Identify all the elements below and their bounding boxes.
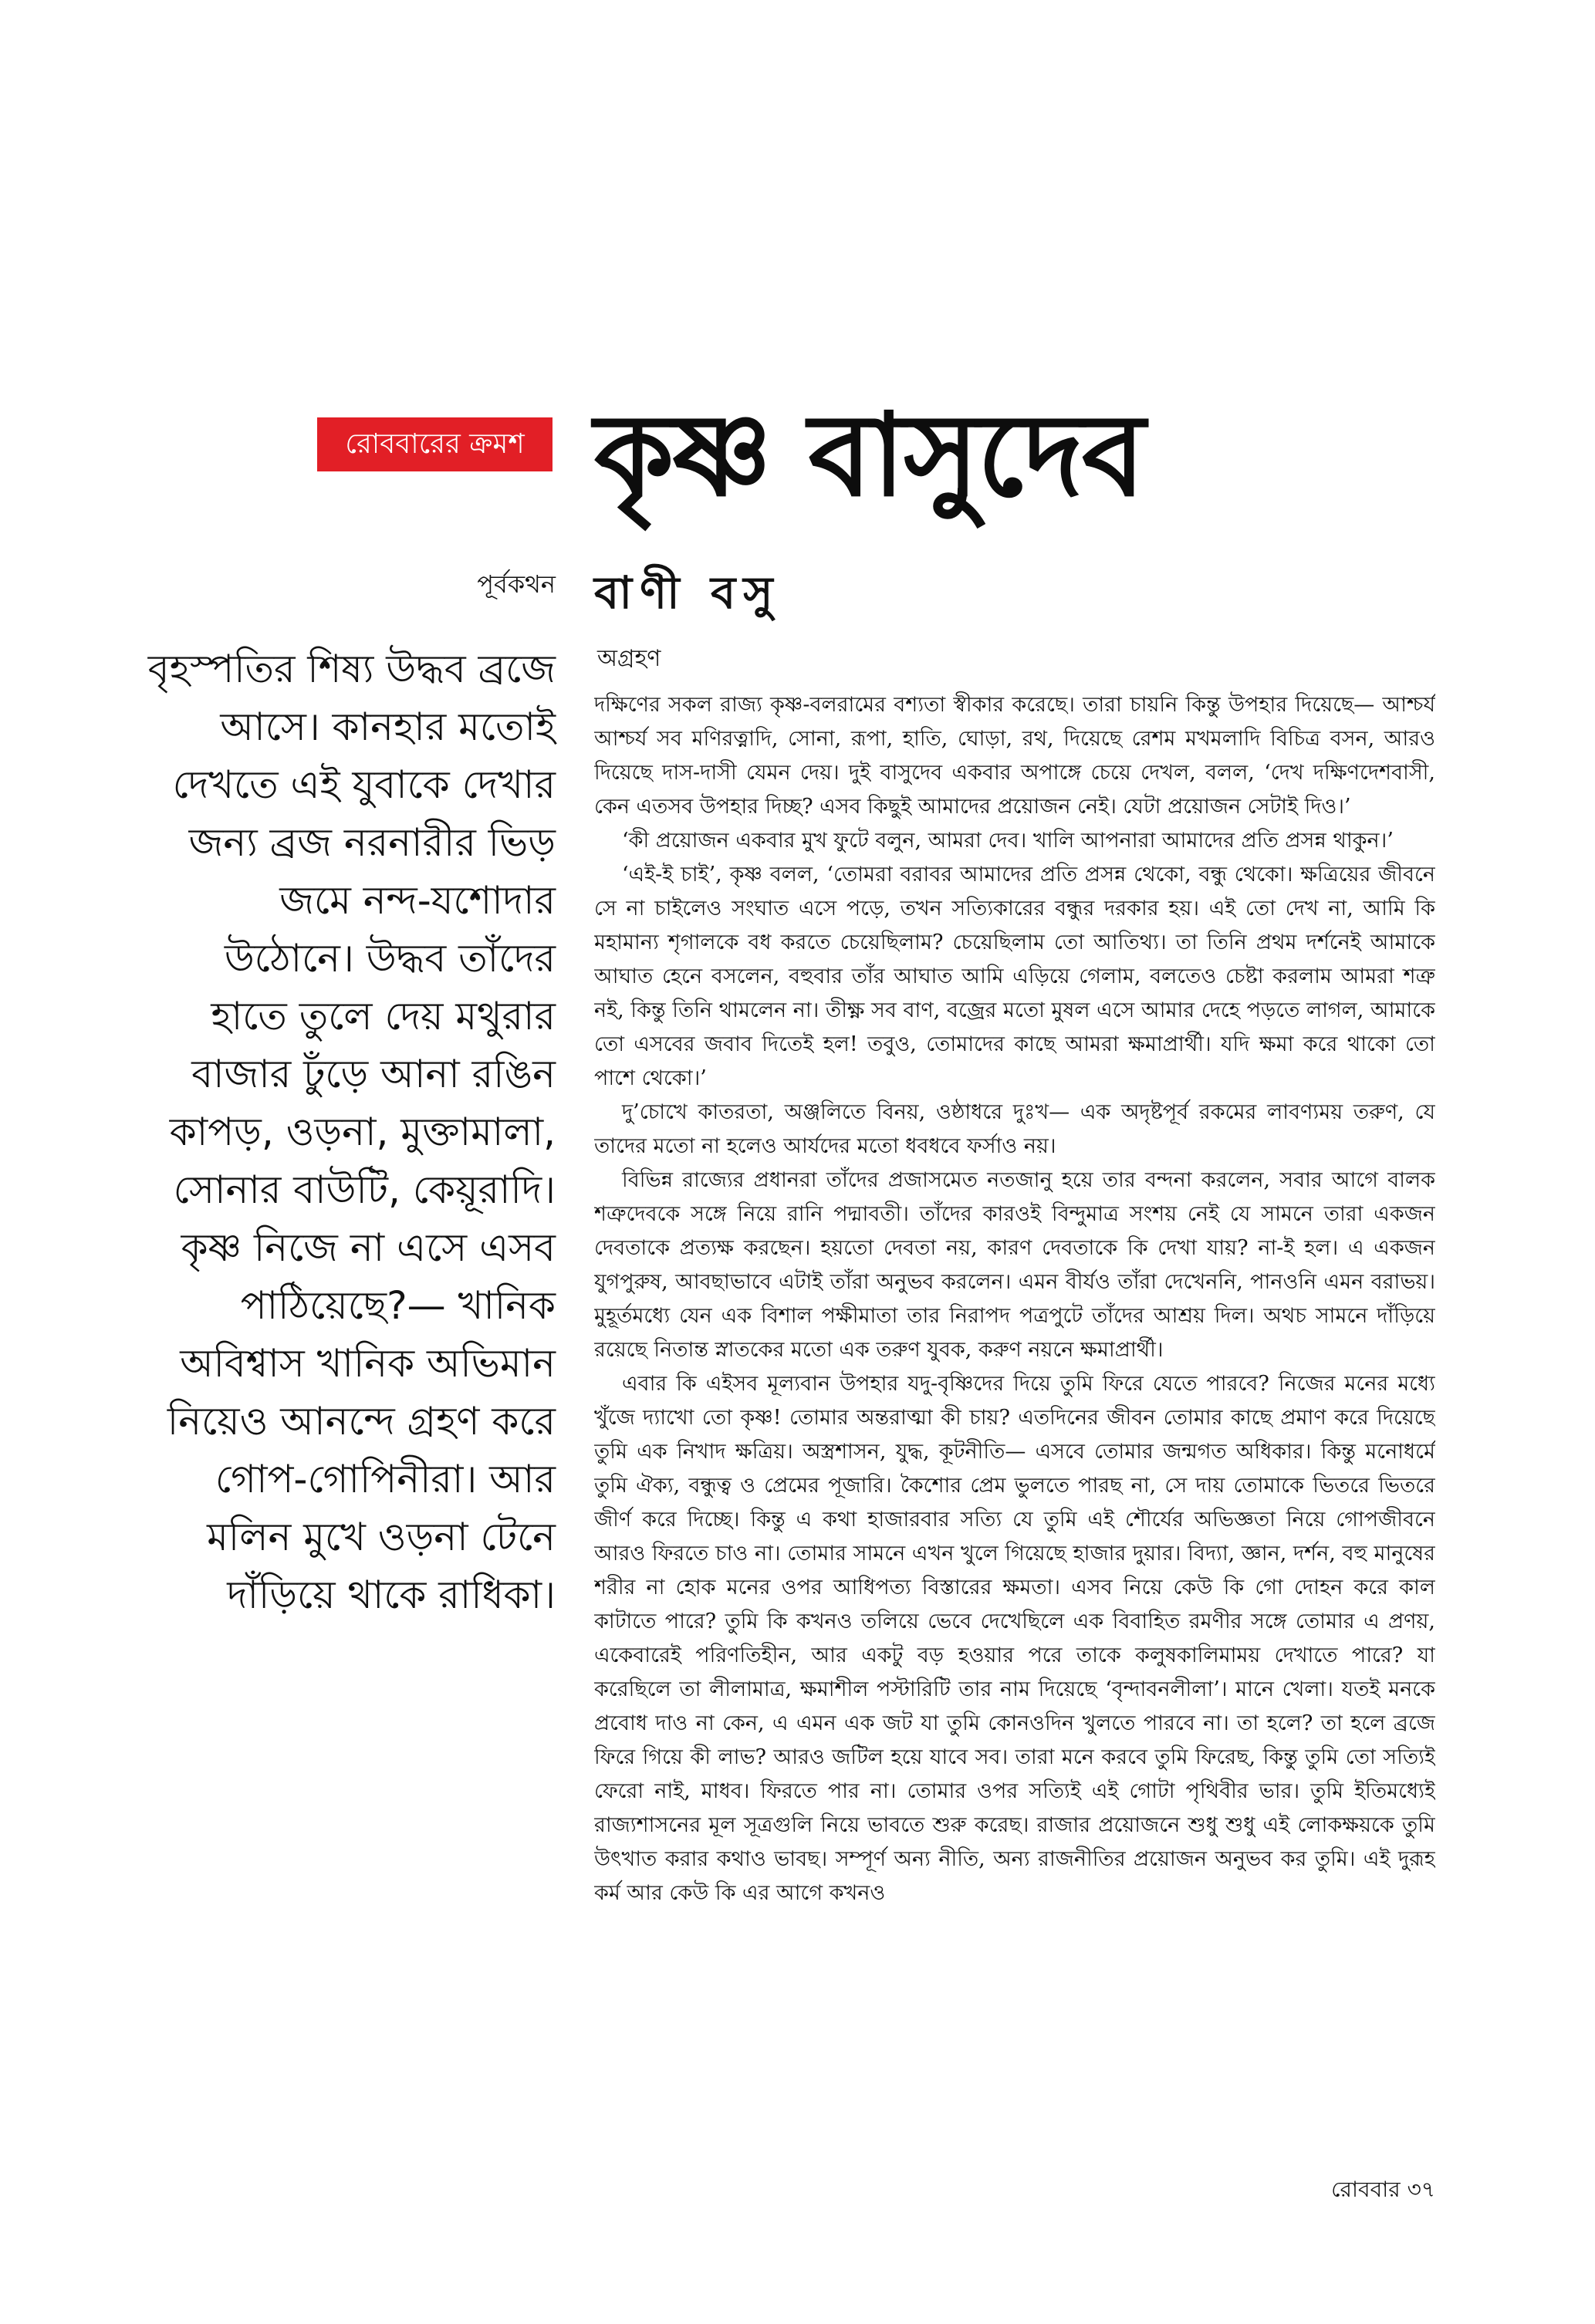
article-body (594, 688, 1435, 2177)
section-kicker: পূর্বকথন (477, 569, 556, 599)
paragraph: এবার কি এইসব মূল্যবান উপহার যদু-বৃষ্ণিদের দিয়ে তুমি ফিরে যেতে পারবে? নিজের মনের মধ্যে খুঁজে দ্যাখো তো কৃষ্ণ! তোমার অন্তরাত্মা কী চায়? এতদিনের জীবন তোমার কাছে প্রমাণ করে দিয়েছে তুমি এক নিখাদ ক্ষত্রিয়। অস্ত্রশাসন, যুদ্ধ, কূটনীতি— এসবে তোমার জন্মগত অধিকার। কিন্তু মনোধর্মে তুমি ঐক্য, বন্ধুত্ব ও প্রেমের পূজারি। কৈশোর প্রেম ভুলতে পারছ না, সে দায় তোমাকে ভিতরে ভিতরে জীর্ণ করে দিচ্ছে। কিন্তু এ কথা হাজারবার সত্যি যে তুমি এই শৌর্যের অভিজ্ঞতা নিয়ে গোপজীবনে আরও ফিরতে চাও না। তোমার সামনে এখন খুলে গিয়েছে হাজার দুয়ার। বিদ্যা, জ্ঞান, দর্শন, বহু মানুষের শরীর না হোক মনের ওপর আধিপত্য বিস্তারের ক্ষমতা। এসব নিয়ে কেউ কি গো দোহন করে কাল কাটাতে পারে? তুমি কি কখনও তলিয়ে ভেবে দেখেছিলে এক বিবাহিত রমণীর সঙ্গে তোমার এ প্রণয়, একেবারেই পরিণতিহীন, আর একটু বড় হওয়ার পরে তাকে কলুষকালিমাময় দেখাতে পারে? যা করেছিলে তা লীলামাত্র, ক্ষমাশীল পস্টারিটি তার নাম দিয়েছে ‘বৃন্দাবনলীলা’। মানে খেলা। যতই মনকে প্রবোধ দাও না কেন, এ এমন এক জট যা তুমি কোনওদিন খুলতে পারবে না। তা হলে? তা হলে ব্রজে ফিরে গিয়ে কী লাভ? আরও জটিল হয়ে যাবে সব। তারা মনে করবে তুমি ফিরেছ, কিন্তু তুমি তো সত্যিই ফেরো নাই, মাধব। ফিরতে পার না। তোমার ওপর সত্যিই এই গোটা পৃথিবীর ভার। তুমি ইতিমধ্যেই রাজ্যশাসনের মূল সূত্রগুলি নিয়ে ভাবতে শুরু করেছ। রাজার প্রয়োজনে শুধু শুধু এই লোকক্ষয়কে তুমি উৎখাত করার কথাও ভাবছ। সম্পূর্ণ অন্য নীতি, অন্য রাজনীতির প্রয়োজন অনুভব কর তুমি। এই দুরূহ কর্ম আর কেউ কি এর আগে কখনও (594, 1372, 1435, 1905)
paragraph: দু’চোখে কাতরতা, অঞ্জলিতে বিনয়, ওষ্ঠাধরে দুঃখ— এক অদৃষ্টপূর্ব রকমের লাবণ্যময় তরুণ, যে তাদের মতো না হলেও আর্যদের মতো ধবধবে ফর্সাও নয়। (594, 1100, 1435, 1158)
paragraph: ‘এই-ই চাই’, কৃষ্ণ বলল, ‘তোমরা বরাবর আমাদের প্রতি প্রসন্ন থেকো, বন্ধু থেকো। ক্ষত্রিয়ের জীবনে সে না চাইলেও সংঘাত এসে পড়ে, তখন সত্যিকারের বন্ধুর দরকার হয়। এই তো দেখ না, আমি কি মহামান্য শৃগালকে বধ করতে চেয়েছিলাম? চেয়েছিলাম তো আতিথ্য। তা তিনি প্রথম দর্শনেই আমাকে আঘাত হেনে বসলেন, বহুবার তাঁর আঘাত আমি এড়িয়ে গেলাম, বলতেও চেষ্টা করলাম আমরা শত্রু নই, কিন্তু তিনি থামলেন না। তীক্ষ্ণ সব বাণ, বজ্রের মতো মুষল এসে আমার দেহে পড়তে লাগল, আমাকে তো এসবের জবাব দিতেই হল! তবুও, তোমাদের কাছে আমরা ক্ষমাপ্রার্থী। যদি ক্ষমা করে থাকো তো পাশে থেকো।’ (594, 863, 1435, 1090)
chapter-title: অগ্রহণ (597, 645, 661, 672)
pullquote: বৃহস্পতির শিষ্য উদ্ধব ব্রজে আসে। কানহার মতোই দেখতে এই যুবাকে দেখার জন্য ব্রজ নরনারীর ভিড় জমে নন্দ-যশোদার উঠোনে। উদ্ধব তাঁদের হাতে তুলে দেয় মথুরার বাজার ঢুঁড়ে আনা রঙিন কাপড়, ওড়না, মুক্তামালা, সোনার বাউটি, কেয়ূরাদি। কৃষ্ণ নিজে না এসে এসব পাঠিয়েছে?— খানিক অবিশ্বাস খানিক অভিমান নিয়েও আনন্দে গ্রহণ করে গোপ-গোপিনীরা। আর মলিন মুখে ওড়না টেনে দাঁড়িয়ে থাকে রাধিকা। (147, 647, 556, 1617)
author-byline: বাণী বসু (594, 566, 781, 619)
page-title: কৃষ্ণ বাসুদেব (594, 389, 1144, 522)
series-badge: রোববারের ক্রমশ (317, 417, 553, 471)
paragraph: দক্ষিণের সকল রাজ্য কৃষ্ণ-বলরামের বশ্যতা স্বীকার করেছে। তারা চায়নি কিন্তু উপহার দিয়েছে— আশ্চর্য আশ্চর্য সব মণিরত্নাদি, সোনা, রূপা, হাতি, ঘোড়া, রথ, দিয়েছে রেশম মখমলাদি বিচিত্র বসন, আরও দিয়েছে দাস-দাসী যেমন দেয়। দুই বাসুদেব একবার অপাঙ্গে চেয়ে দেখল, বলল, ‘দেখ দক্ষিণদেশবাসী, কেন এতসব উপহার দিচ্ছ? এসব কিছুই আমাদের প্রয়োজন নেই। যেটা প্রয়োজন সেটাই দিও।’ (594, 693, 1435, 819)
paragraph: ‘কী প্রয়োজন একবার মুখ ফুটে বলুন, আমরা দেব। খালি আপনারা আমাদের প্রতি প্রসন্ন থাকুন।’ (622, 829, 1394, 853)
page-folio: রোববার ৩৭ (1331, 2177, 1435, 2202)
paragraph: বিভিন্ন রাজ্যের প্রধানরা তাঁদের প্রজাসমেত নতজানু হয়ে তার বন্দনা করলেন, সবার আগে বালক শত্রুদেবকে সঙ্গে নিয়ে রানি পদ্মাবতী। তাঁদের কারওই বিন্দুমাত্র সংশয় নেই যে সামনে তারা একজন দেবতাকে প্রত্যক্ষ করছেন। হয়তো দেবতা নয়, কারণ দেবতাকে কি দেখা যায়? না-ই হল। এ একজন যুগপুরুষ, আবছাভাবে এটাই তাঁরা অনুভব করলেন। এমন বীর্যও তাঁরা দেখেননি, পানওনি এমন বরাভয়। মুহূর্তমধ্যে যেন এক বিশাল পক্ষীমাতা তার নিরাপদ পত্রপুটে তাঁদের আশ্রয় দিল। অথচ সামনে দাঁড়িয়ে রয়েছে নিতান্ত স্নাতকের মতো এক তরুণ যুবক, করুণ নয়নে ক্ষমাপ্রার্থী। (594, 1168, 1435, 1362)
